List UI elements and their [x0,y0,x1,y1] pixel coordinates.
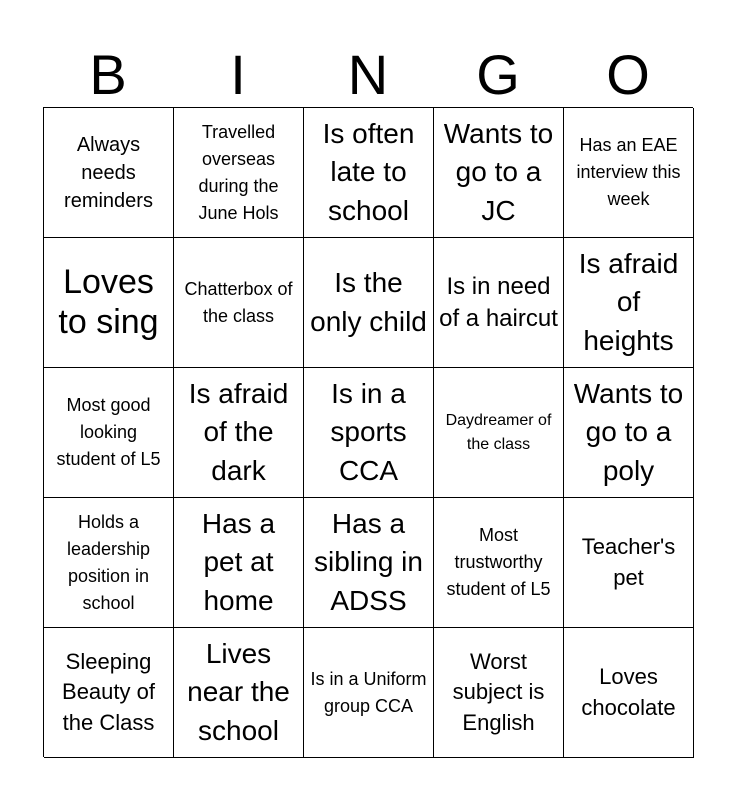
bingo-cell[interactable] [174,628,304,758]
bingo-cell[interactable] [304,498,434,628]
bingo-board [43,107,693,757]
cell-text: Worst subject is English [452,648,545,735]
header-letter-g: G [476,43,520,106]
bingo-cell[interactable] [44,238,174,368]
cell-text: Teacher's pet [581,534,676,590]
cell-text: Is in a sports CCA [330,378,407,486]
bingo-cell[interactable] [434,628,564,758]
bingo-cell[interactable] [434,108,564,238]
cell-text: Sleeping Beauty of the Class [62,648,155,735]
bingo-cell[interactable] [434,238,564,368]
bingo-cell[interactable] [434,368,564,498]
bingo-cell[interactable] [174,368,304,498]
bingo-cell[interactable] [174,498,304,628]
bingo-cell[interactable] [44,368,174,498]
cell-text: Is afraid of heights [578,248,679,356]
cell-text: Loves chocolate [581,664,676,720]
cell-text: Is in a Uniform group CCA [310,668,427,716]
cell-text: Is the only child [310,267,427,337]
header-letter-i: I [230,43,246,106]
cell-text: Most good looking student of L5 [56,395,161,469]
bingo-cell[interactable] [564,108,694,238]
cell-text: Holds a leadership position in school [66,511,151,613]
bingo-cell[interactable] [304,368,434,498]
bingo-cell[interactable] [564,498,694,628]
cell-text: Wants to go to a poly [573,378,684,486]
bingo-cell[interactable] [44,108,174,238]
bingo-cell[interactable] [564,628,694,758]
bingo-cell[interactable] [304,628,434,758]
bingo-cell[interactable] [304,108,434,238]
cell-text: Lives near the school [187,638,290,746]
cell-text: Is in need of a haircut [439,272,558,332]
cell-text: Travelled overseas during the June Hols [198,121,279,223]
cell-text: Is often late to school [322,118,415,226]
bingo-cell[interactable] [174,238,304,368]
bingo-cell[interactable] [304,238,434,368]
bingo-cell[interactable] [174,108,304,238]
bingo-cell[interactable] [564,238,694,368]
bingo-cell[interactable] [44,628,174,758]
cell-text: Has a sibling in ADSS [314,508,423,616]
cell-text: Is afraid of the dark [188,378,289,486]
cell-text: Wants to go to a JC [443,118,554,226]
bingo-cell[interactable] [564,368,694,498]
cell-text: Chatterbox of the class [184,278,293,326]
cell-text: Most trustworthy student of L5 [446,525,551,599]
cell-text: Always needs reminders [64,133,153,212]
bingo-cell[interactable] [44,498,174,628]
cell-text: Daydreamer of the class [445,411,552,453]
bingo-cell[interactable] [434,498,564,628]
cell-text: Has a pet at home [201,508,276,616]
bingo-header [43,44,693,106]
header-letter-o: O [606,43,650,106]
cell-text: Has an EAE interview this week [576,135,681,209]
cell-text: Loves to sing [58,263,159,341]
header-letter-n: N [347,43,389,106]
header-letter-b: B [89,43,127,106]
